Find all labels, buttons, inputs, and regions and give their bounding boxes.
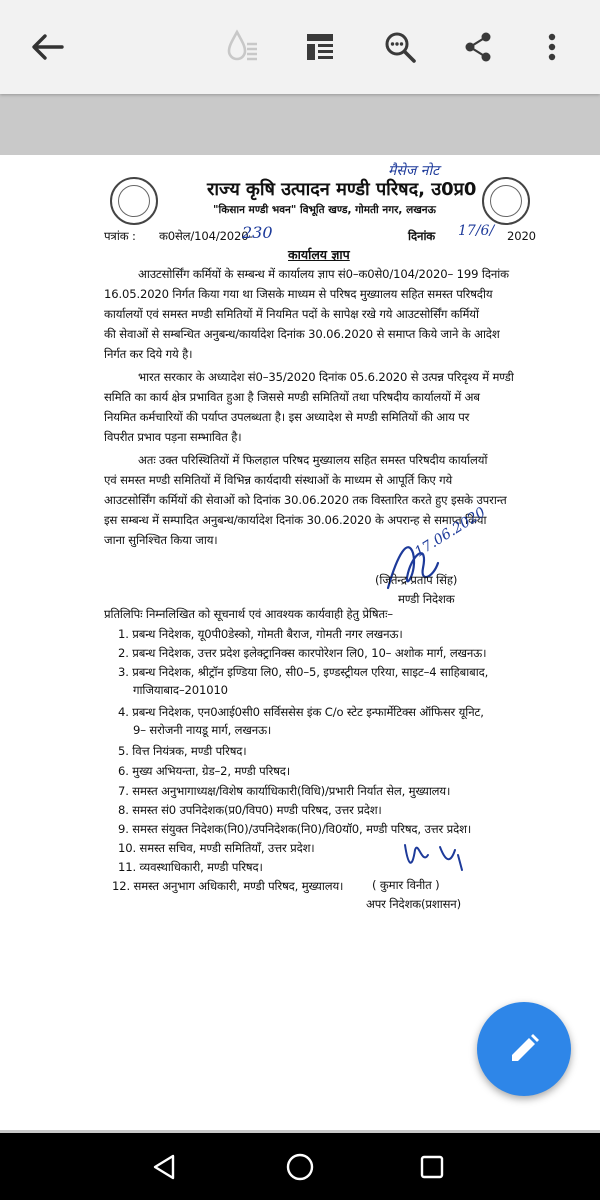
copy-list-item: 2. प्रबन्ध निदेशक, उत्तर प्रदेश इलेक्ट्रानिक्स कारपोरेशन लि0, 10– अशोक मार्ग, लखनऊ। — [118, 646, 487, 660]
document-page[interactable] — [0, 155, 600, 1130]
date-label: दिनांक — [408, 229, 436, 243]
recents-square-icon — [419, 1154, 445, 1180]
copy-list-item: 7. समस्त अनुभागाध्यक्ष/विशेष कार्याधिकारी(विधि)/प्रभारी निर्यात सेल, मुख्यालय। — [118, 784, 451, 798]
ink-drop-button[interactable] — [218, 22, 268, 72]
para3-line: अतः उक्त परिस्थितियों में फिलहाल परिषद मुख्यालय सहित समस्त परिषदीय कार्यालयों — [138, 453, 488, 467]
copy-list-item: 1. प्रबन्ध निदेशक, यू0पी0डेस्को, गोमती बैराज, गोमती नगर लखनऊ। — [118, 627, 403, 641]
ink-drop-icon — [226, 29, 260, 65]
system-nav-bar — [0, 1133, 600, 1200]
right-emblem-seal — [482, 177, 530, 225]
copy-list-item: 6. मुख्य अभियन्ता, ग्रेड–2, मण्डी परिषद। — [118, 764, 291, 778]
left-emblem-seal — [110, 177, 158, 225]
signatory2-title: अपर निदेशक(प्रशासन) — [366, 897, 461, 911]
para2-line: विपरीत प्रभाव पड़ना सम्भावित है। — [104, 430, 242, 444]
para1-line: 16.05.2020 निर्गत किया गया था जिसके माध्यम से परिषद मुख्यालय सहित समस्त परिषदीय — [104, 287, 493, 301]
handwritten-note-top: मैसेज नोट — [388, 163, 440, 179]
para3-line: जाना सुनिश्चित किया जाय। — [104, 533, 218, 547]
para3-line: एवं समस्त मण्डी समितियों में विभिन्न कार्यदायी संस्थाओं के माध्यम से आपूर्ति किए गये — [104, 473, 453, 487]
signatory1-name: (जितेन्द्र प्रताप सिंह) — [375, 573, 458, 587]
nav-recents-button[interactable] — [408, 1143, 456, 1191]
ref-number-handwritten: 230 — [242, 223, 273, 242]
reflow-button[interactable] — [295, 22, 345, 72]
org-address: "किसान मण्डी भवन" विभूति खण्ड, गोमती नगर, लखनऊ — [213, 204, 436, 216]
signature-scribble-2 — [400, 835, 470, 880]
org-title: राज्य कृषि उत्पादन मण्डी परिषद, उ0प्र0 — [207, 179, 477, 200]
memo-subject: कार्यालय ज्ञाप — [288, 247, 350, 262]
signatory1-title: मण्डी निदेशक — [398, 592, 455, 606]
para2-line: नियमित कर्मचारियों की पर्याप्त उपलब्धता है। इस अध्यादेश से मण्डी समितियों की आय पर — [104, 410, 470, 424]
copy-list-item: 4. प्रबन्ध निदेशक, एन0आई0सी0 सर्विससेस इंक C/o स्टेट इन्फार्मेटिक्स ऑफिसर यूनिट, — [118, 705, 484, 719]
para2-line: भारत सरकार के अध्यादेश सं0–35/2020 दिनांक 05.6.2020 से उत्पन्न परिदृश्य में मण्डी — [138, 370, 514, 384]
text-layout-icon — [305, 31, 335, 63]
copy-list-item: 9. समस्त संयुक्त निदेशक(नि0)/उपनिदेशक(नि0)/वि0यॉ0, मण्डी परिषद, उत्तर प्रदेश। — [118, 822, 472, 836]
ref-prefix: पत्रांक : — [104, 229, 136, 243]
copy-list-item-cont: गाजियाबाद–201010 — [133, 683, 228, 697]
more-options-button[interactable] — [527, 22, 577, 72]
nav-back-button[interactable] — [140, 1143, 188, 1191]
arrow-back-icon — [30, 33, 64, 61]
para2-line: समिति का कार्य क्षेत्र प्रभावित हुआ है जिससे मण्डी समितियों तथा परिषदीय कार्यालयों में अब — [104, 390, 480, 404]
para1-line: कार्यालयों एवं समस्त मण्डी समितियों में नियमित पदों के सापेक्ष रखे गये आउटसोर्सिंग कर्मियों — [104, 307, 479, 321]
search-zoom-icon — [383, 30, 417, 64]
back-button[interactable] — [22, 22, 72, 72]
copy-heading: प्रतिलिपिः निम्नलिखित को सूचनार्थ एवं आवश्यक कार्यवाही हेतु प्रेषितः– — [104, 607, 393, 621]
edit-pencil-icon — [507, 1032, 541, 1066]
para3-line: आउटसोर्सिंग कर्मियों की सेवाओं को दिनांक 30.06.2020 तक विस्तारित करते हुए इसके उपरान्त — [104, 493, 507, 507]
copy-list-item-cont: 9– सरोजनी नायडू मार्ग, लखनऊ। — [133, 723, 272, 737]
share-button[interactable] — [453, 22, 503, 72]
back-triangle-icon — [151, 1153, 177, 1181]
app-bar — [0, 0, 600, 94]
copy-list-item: 12. समस्त अनुभाग अधिकारी, मण्डी परिषद, मुख्यालय। — [112, 879, 344, 893]
copy-list-item: 10. समस्त सचिव, मण्डी समितियॉं, उत्तर प्रदेश। — [118, 841, 315, 855]
ref-number: क0सेल/104/2020- — [159, 229, 253, 243]
signature1-date: 17.06.2020 — [412, 504, 489, 561]
para1-line: निर्गत कर दिये गये है। — [104, 347, 193, 361]
copy-list-item: 5. वित्त नियंत्रक, मण्डी परिषद। — [118, 744, 247, 758]
nav-home-button[interactable] — [276, 1143, 324, 1191]
share-icon — [463, 31, 493, 63]
copy-list-item: 11. व्यवस्थाधिकारी, मण्डी परिषद। — [118, 860, 263, 874]
search-button[interactable] — [375, 22, 425, 72]
date-year: 2020 — [507, 229, 536, 243]
document-content — [0, 155, 600, 1130]
copy-list-item: 8. समस्त सं0 उपनिदेशक(प्र0/विप0) मण्डी परिषद, उत्तर प्रदेश। — [118, 803, 382, 817]
home-circle-icon — [285, 1152, 315, 1182]
para1-line: आउटसोर्सिंग कर्मियों के सम्बन्ध में कार्यालय ज्ञाप सं0–क0से0/104/2020– 199 दिनांक — [138, 267, 509, 281]
copy-list-item: 3. प्रबन्ध निदेशक, श्रीट्रॉन इण्डिया लि0, सी0–5, इण्डस्ट्रीयल एरिया, साइट–4 साहिबाबाद, — [118, 665, 489, 679]
date-handwritten: 17/6/ — [458, 223, 495, 239]
more-vert-icon — [547, 32, 557, 62]
para1-line: की सेवाओं से सम्बन्धित अनुबन्ध/कार्यादेश दिनांक 30.06.2020 से समाप्त किये जाने के आदेश — [104, 327, 500, 341]
para3-line: इस सम्बन्ध में सम्पादित अनुबन्ध/कार्यादेश दिनांक 30.06.2020 के अपरान्ह से समाप्त किया — [104, 513, 487, 527]
signatory2-name: ( कुमार विनीत ) — [372, 878, 440, 892]
edit-fab-button[interactable] — [477, 1002, 571, 1096]
